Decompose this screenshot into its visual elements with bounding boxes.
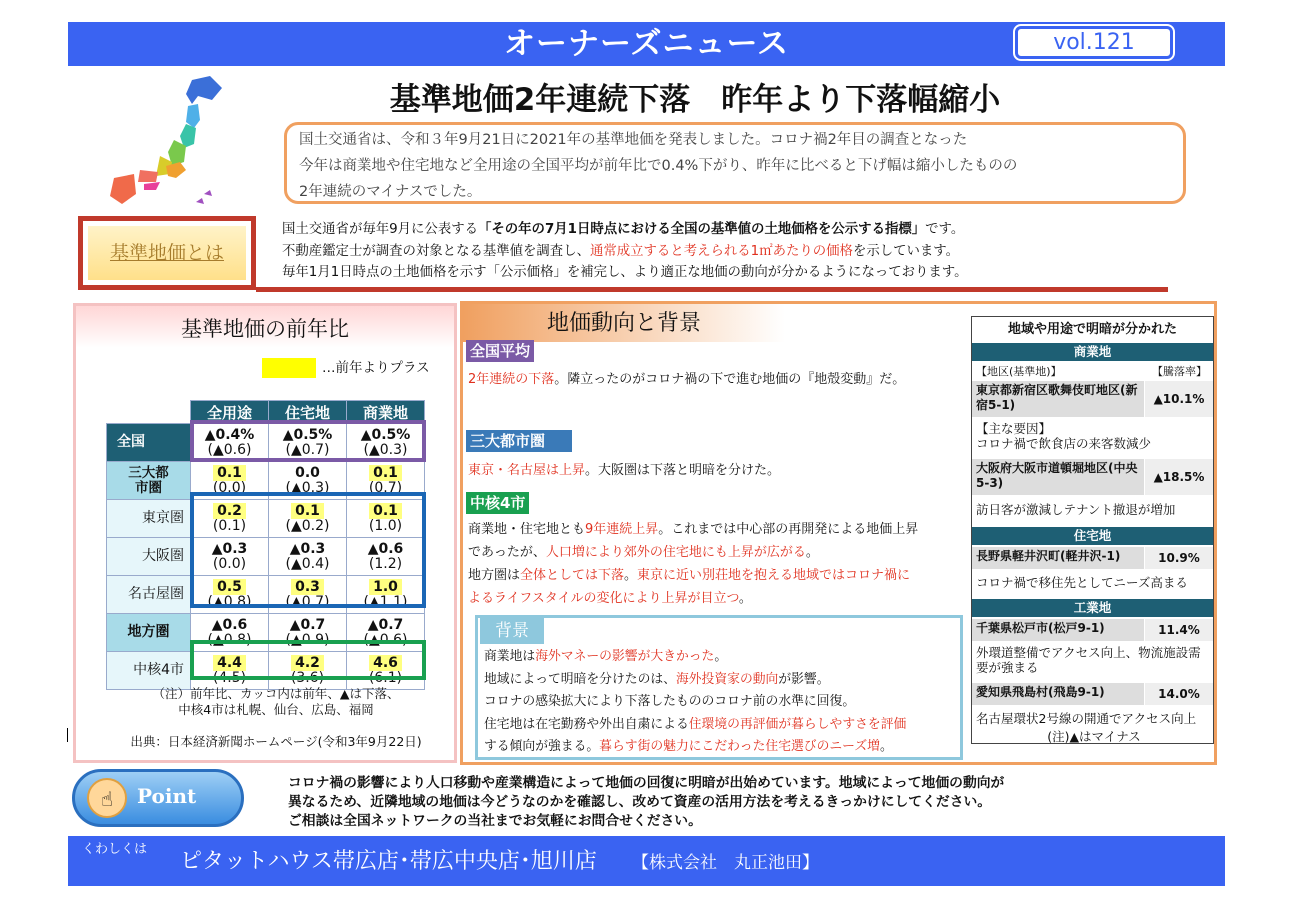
text: を示しています。 xyxy=(852,243,959,259)
legend-label: …前年よりプラス xyxy=(322,360,430,376)
cell: 0.1 (0.0) xyxy=(191,462,269,500)
point-label: Point xyxy=(137,784,197,808)
row-label: 全国 xyxy=(107,424,191,462)
price-change-panel xyxy=(73,303,457,763)
intro-box xyxy=(284,122,1186,204)
regional-title: 地域や用途で明暗が分かれた xyxy=(1007,322,1177,337)
cell: 4.2 (3.6) xyxy=(269,652,347,690)
trend-panel xyxy=(460,301,1217,765)
list-item: 東京都新宿区歌舞伎町地区(新宿5-1) ▲10.1% xyxy=(972,381,1213,419)
background-title: 背景 xyxy=(480,618,544,644)
reason-text: 外環道整備でアクセス向上、物流施設需要が強まる xyxy=(976,645,1201,675)
company-name: 【株式会社 丸正池田】 xyxy=(632,853,819,873)
cell: ▲0.3 (▲0.4) xyxy=(269,538,347,576)
cell: ▲0.6 (1.2) xyxy=(347,538,425,576)
cell: ▲0.4% (▲0.6) xyxy=(191,424,269,462)
regional-table xyxy=(971,316,1214,744)
table-note: (注)▲はマイナス xyxy=(1047,729,1141,744)
highlight-frame-core4 xyxy=(190,640,426,680)
reason-text: 【主な要因】 コロナ禍で飲食店の来客数減少 xyxy=(976,421,1152,451)
column-header: 住宅地 xyxy=(269,401,347,424)
section-text: 商業地・住宅地とも9年連続上昇。これまでは中心部の再開発による地価上昇 であったが、人口増により郊外の住宅地にも上昇が広がる。 地方圏は全体としては下落。東京に近い別荘地を抱える地域ではコロナ禍に よるライフスタイルの変化により上昇が目立つ。 xyxy=(468,522,919,606)
cell: 4.4 (4.5) xyxy=(191,652,269,690)
row-label: 地方圏 xyxy=(107,614,191,652)
cell: 0.1 (0.7) xyxy=(347,462,425,500)
list-item: 愛知県飛島村(飛島9-1) 14.0% xyxy=(972,683,1213,707)
cell: 0.2 (0.1) xyxy=(191,500,269,538)
reason-text: 名古屋環状2号線の開通でアクセス向上 xyxy=(976,711,1197,726)
headline: 基準地価2年連続下落 昨年より下落幅縮小 xyxy=(389,82,1001,118)
cell: 0.5 (▲0.8) xyxy=(191,576,269,614)
cell: ▲0.5% (▲0.7) xyxy=(269,424,347,462)
row-label: 三大都市圏 xyxy=(107,462,191,500)
text: コロナ禍の影響により人口移動や産業構造によって地価の回復に明暗が出始めています。地域によって地価の動向が xyxy=(288,775,1005,791)
cell: 0.3 (▲0.7) xyxy=(269,576,347,614)
text: 「その年の7月1日時点における全国の基準値の土地価格を公示する指標」 xyxy=(478,222,926,237)
cell: ▲0.7 (▲0.9) xyxy=(269,614,347,652)
intro-line: 国土交通省は、令和３年9月21日に2021年の基準地価を発表しました。コロナ禍2年目の調査となった xyxy=(299,132,968,148)
details-label: くわしくは xyxy=(82,842,148,857)
cell: 0.1 (▲0.2) xyxy=(269,500,347,538)
row-label: 大阪圏 xyxy=(107,538,191,576)
japan-map-image xyxy=(100,70,230,210)
column-header: 商業地 xyxy=(347,401,425,424)
text: ご相談は全国ネットワークの当社までお気軽にお問合せください。 xyxy=(288,813,702,829)
divider xyxy=(256,287,1168,292)
footer-bar xyxy=(68,836,1225,886)
list-item: 千葉県松戸市(松戸9-1) 11.4% xyxy=(972,619,1213,643)
reason-text: 訪日客が激減しテナント撤退が増加 xyxy=(976,502,1176,517)
cell: 0.1 (1.0) xyxy=(347,500,425,538)
note-line: （注）前年比、カッコ内は前年、▲は下落、 xyxy=(152,686,400,701)
header-bar xyxy=(68,22,1225,66)
reason-text: コロナ禍で移住先としてニーズ高まる xyxy=(976,575,1188,590)
text: 毎年1月1日時点の土地価格を示す「公示価格」を補完し、より適正な地価の動向が分かるようになっております。 xyxy=(282,265,968,280)
text: 通常成立すると考えられる1㎡あたりの価格 xyxy=(589,243,853,259)
text: 異なるため、近隣地域の地価は今どうなのかを確認し、改めて資産の活用方法を考えるきっかけにしてください。 xyxy=(288,794,992,810)
intro-line: 今年は商業地や住宅地など全用途の全国平均が前年比で0.4%下がり、昨年に比べると下げ幅は縮小したものの xyxy=(299,158,1018,174)
legend xyxy=(262,356,430,378)
row-label: 東京圏 xyxy=(107,500,191,538)
background-box xyxy=(475,615,963,760)
section-text: 東京・名古屋は上昇。大阪圏は下落と明暗を分けた。 xyxy=(468,463,781,478)
newsletter-title: オーナーズニュース xyxy=(504,26,789,62)
list-item: 長野県軽井沢町(軽井沢-1) 10.9% xyxy=(972,547,1213,571)
background-text: 商業地は海外マネーの影響が大きかった。 地域によって明暗を分けたのは、海外投資家の動向が影響。 コロナの感染拡大により下落したもののコロナ前の水準に回復。 住宅地は在宅勤務や外出自粛による住環境の再評価が暮らしやすさを評価 する傾向が強まる。暮らす街の魅力にこだわった住宅選びのニーズ増。 xyxy=(484,649,907,754)
section-metro: 三大都市圏 xyxy=(466,430,572,452)
point-badge xyxy=(72,769,244,827)
legend-swatch xyxy=(262,358,316,378)
cell: 4.6 (6.1) xyxy=(347,652,425,690)
kijun-description xyxy=(282,219,1182,284)
row-label: 中核4市 xyxy=(107,652,191,690)
cell: ▲0.5% (▲0.3) xyxy=(347,424,425,462)
table-note xyxy=(96,686,456,718)
text: 国土交通省が毎年9月に公表する xyxy=(282,222,478,237)
shop-names: ピタットハウス帯広店･帯広中央店･旭川店 xyxy=(180,849,597,874)
note-line: 中核4市は札幌、仙台、広島、福岡 xyxy=(178,702,374,717)
cell: 1.0 (▲1.1) xyxy=(347,576,425,614)
section-core4: 中核4市 xyxy=(466,492,529,514)
list-item: 大阪府大阪市道頓堀地区(中央5-3) ▲18.5% xyxy=(972,459,1213,497)
row-label: 名古屋圏 xyxy=(107,576,191,614)
source-note: 出典：日本経済新聞ホームページ(令和3年9月22日) xyxy=(130,734,422,749)
section-text: 2年連続の下落。隣立ったのがコロナ禍の下で進む地価の『地殻変動』だ。 xyxy=(468,372,906,387)
panel-title: 基準地価の前年比 xyxy=(76,306,454,348)
category-industrial: 工業地 xyxy=(972,599,1213,617)
text: 不動産鑑定士が調査の対象となる基準値を調査し、 xyxy=(282,243,590,259)
section-national: 全国平均 xyxy=(466,340,534,362)
cell: ▲0.6 (▲0.8) xyxy=(191,614,269,652)
cell: ▲0.3 (0.0) xyxy=(191,538,269,576)
cell: ▲0.7 (▲0.6) xyxy=(347,614,425,652)
highlight-frame-metro xyxy=(190,492,426,608)
volume-badge: vol.121 xyxy=(1015,26,1173,59)
category-commercial: 商業地 xyxy=(972,343,1213,361)
column-headers: 【地区(基準地)】 【騰落率】 xyxy=(976,365,1207,378)
kijun-label[interactable]: 基準地価とは xyxy=(88,226,246,280)
intro-line: 2年連続のマイナスでした。 xyxy=(299,184,482,200)
column-header: 全用途 xyxy=(191,401,269,424)
cell: 0.0 (▲0.3) xyxy=(269,462,347,500)
kijun-label-box xyxy=(78,216,256,290)
highlight-frame-national xyxy=(190,420,426,462)
category-residential: 住宅地 xyxy=(972,527,1213,545)
point-text xyxy=(288,774,1118,831)
corner-cell xyxy=(107,401,191,424)
pointing-hand-icon: ☝ xyxy=(87,778,127,818)
text: です。 xyxy=(925,222,965,237)
text-cursor xyxy=(67,728,68,742)
panel-title: 地価動向と背景 xyxy=(463,304,785,342)
